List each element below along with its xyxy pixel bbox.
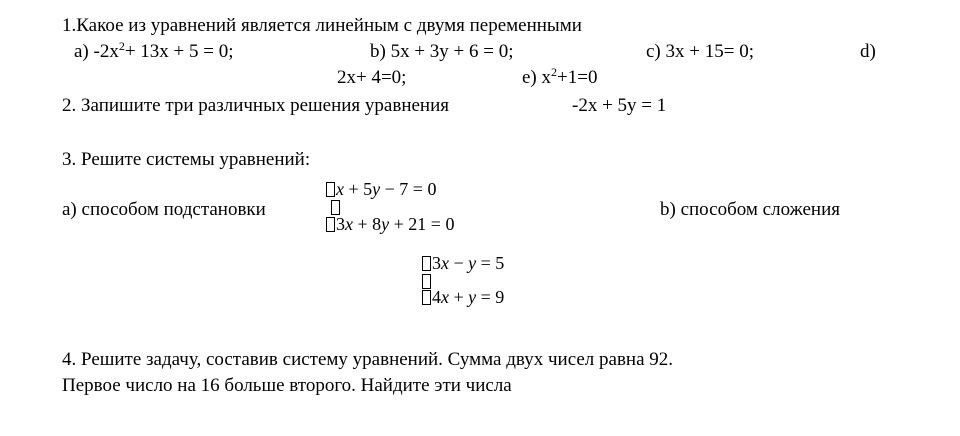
- brace-glyph-icon: [422, 290, 431, 305]
- q4-line1: 4. Решите задачу, составив систему уравнений. Сумма двух чисел равна 92.: [62, 349, 674, 370]
- brace-glyph-icon: [422, 256, 431, 271]
- system1-coef-y: + 8: [353, 214, 382, 234]
- system2-line1: [422, 254, 504, 272]
- system1-line2: [326, 215, 454, 233]
- brace-glyph-icon: [326, 217, 335, 232]
- system2-op: −: [449, 253, 469, 273]
- brace-glyph-icon: [331, 200, 340, 215]
- system2-rest: = 9: [476, 287, 505, 307]
- system2-var-x: x: [441, 287, 449, 307]
- system1-line1: [326, 180, 436, 198]
- system1-rest: − 7 = 0: [380, 179, 437, 199]
- q1-option-d-label: d): [860, 41, 876, 62]
- q1-option-c: c) 3x + 15= 0;: [646, 41, 754, 62]
- system2-var-y: y: [468, 253, 477, 273]
- brace-glyph-icon: [326, 182, 335, 197]
- q1-title: 1.Какое из уравнений является линейным с двумя переменными: [62, 15, 582, 36]
- q1-option-e-pre: e) x: [522, 67, 552, 88]
- system2-op: +: [449, 287, 469, 307]
- system1-var-x: x: [345, 214, 353, 234]
- system1-var-y: y: [372, 179, 381, 199]
- q1-option-a-post: + 13х + 5 = 0;: [124, 41, 234, 62]
- q4-line2: Первое число на 16 больше второго. Найдите эти числа: [62, 375, 512, 396]
- system1-coef-x: 3: [336, 214, 345, 234]
- q1-option-a-pre: а) -2х: [74, 41, 119, 62]
- system1-rest: + 21 = 0: [389, 214, 455, 234]
- q1-option-e-sup: 2: [551, 65, 558, 79]
- brace-glyph-icon: [422, 274, 431, 289]
- q3-b-label: b) способом сложения: [660, 199, 840, 220]
- system2-line2: [422, 288, 504, 306]
- q2-equation: -2x + 5y = 1: [572, 95, 667, 116]
- system2-coef-x: 4: [432, 287, 441, 307]
- system2-var-y: y: [468, 287, 477, 307]
- q1-option-b: b) 5x + 3y + 6 = 0;: [370, 41, 514, 62]
- q1-option-e-post: +1=0: [557, 67, 598, 88]
- q1-option-a-sup: 2: [118, 39, 125, 53]
- system1-var-y: y: [381, 214, 390, 234]
- q1-option-a: [74, 39, 234, 62]
- system1-var-x: x: [336, 179, 344, 199]
- system2-rest: = 5: [476, 253, 505, 273]
- q1-option-e: [522, 65, 598, 88]
- q1-option-d-equation: 2x+ 4=0;: [337, 67, 407, 88]
- system1-coef: + 5: [344, 179, 373, 199]
- system2-coef-x: 3: [432, 253, 441, 273]
- q3-title: 3. Решите системы уравнений:: [62, 149, 311, 170]
- q3-a-label: а) способом подстановки: [62, 199, 266, 220]
- q2-text: 2. Запишите три различных решения уравнения: [62, 95, 450, 116]
- system2-var-x: x: [441, 253, 449, 273]
